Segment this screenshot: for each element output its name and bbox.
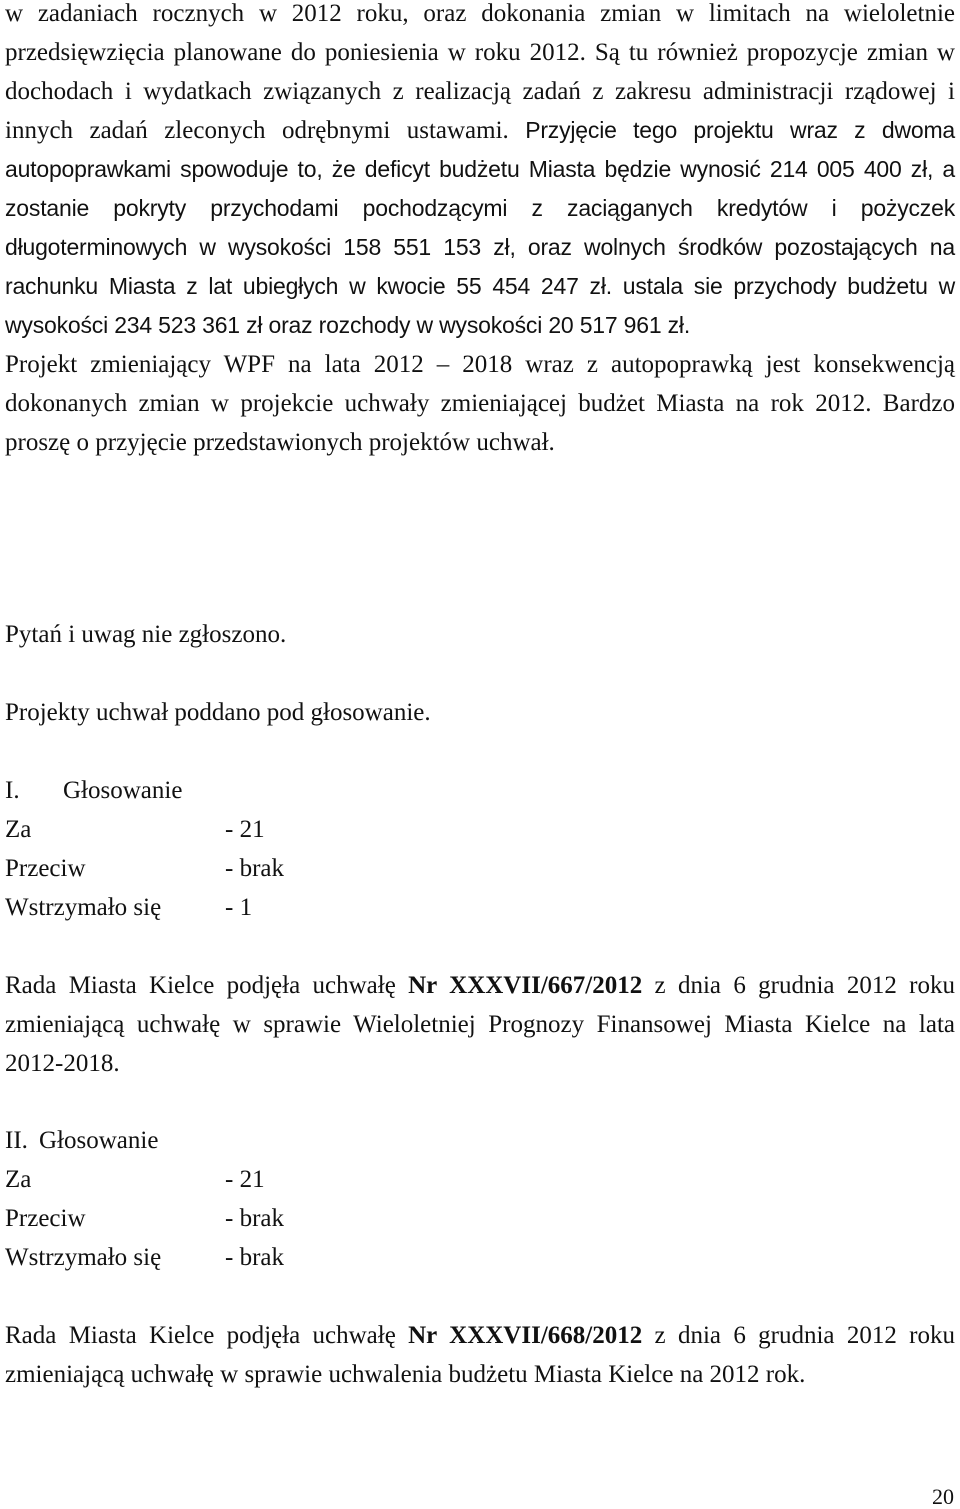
page-number: 20 [932,1484,954,1509]
vote-heading-number: II. [5,1127,28,1154]
resolution-text: z dnia 6 grudnia 2012 roku zmieniającą uchwałę w sprawie uchwalenia budżetu Miasta Kielce na 2012 rok. [5,1322,955,1388]
vote-row-abstain [5,888,284,927]
vote-label: Przeciw [5,855,86,882]
vote-block-1 [5,771,284,927]
intro-part1: w zadaniach rocznych w 2012 roku, oraz dokonania zmian w limitach na wieloletnie przedsięwzięcia planowane do poniesienia w roku 2012. Są tu również propozycje zmian w dochodach i wydatkach związanych z realizacją zadań z zakresu administracji rządowej i innych zadań zleconych odrębnymi ustawami. [5,0,955,144]
vote-value: - 21 [225,816,265,843]
vote-heading [5,771,284,810]
vote-row-for [5,1160,284,1199]
resolution-text: Rada Miasta Kielce podjęła uchwałę [5,972,409,999]
resolution-text: z dnia 6 grudnia 2012 roku zmieniającą uchwałę w sprawie Wieloletniej Prognozy Finansowej Miasta Kielce na lata 2012-2018. [5,972,955,1077]
vote-row-against [5,849,284,888]
vote-row-abstain [5,1238,284,1277]
resolution-2-paragraph [5,1316,955,1394]
put-to-vote-text: Projekty uchwał poddano pod głosowanie. [5,699,431,726]
vote-label: Za [5,816,32,843]
wpf-paragraph: Projekt zmieniający WPF na lata 2012 – 2018 wraz z autopoprawką jest konsekwencją dokonanych zmian w projekcie uchwały zmieniającej budżet Miasta na rok 2012. Bardzo proszę o przyjęcie przedstawionych projektów uchwał. [5,351,955,456]
vote-value: - brak [225,1244,284,1271]
intro-part2: Przyjęcie tego projektu wraz z dwoma autopoprawkami spowoduje to, że deficyt budżetu Miasta będzie wynosić 214 005 400 zł, a zostanie pokryty przychodami pochodzącymi z zaciąganych kredytów i pożyczek długoterminowych w wysokości 158 551 153 zł, oraz wolnych środków pozostających na rachunku Miasta z lat ubiegłych w kwocie 55 454 247 zł. ustala sie przychody budżetu w wysokości 234 523 361 zł oraz rozchody w wysokości 20 517 961 zł. [5,117,955,338]
vote-row-for [5,810,284,849]
resolution-text: Rada Miasta Kielce podjęła uchwałę [5,1322,409,1349]
no-questions-text: Pytań i uwag nie zgłoszono. [5,621,287,648]
vote-value: - brak [225,1205,284,1232]
intro-paragraph [5,0,955,345]
vote-value: - 21 [225,1166,265,1193]
vote-block-2 [5,1121,284,1277]
vote-label: Wstrzymało się [5,894,162,921]
intro-paragraphs [5,0,955,462]
vote-heading [5,1121,284,1160]
vote-label: Za [5,1166,32,1193]
vote-heading-label: Głosowanie [63,777,183,804]
vote-value: - brak [225,855,284,882]
vote-label: Wstrzymało się [5,1244,162,1271]
vote-value: - 1 [225,894,253,921]
resolution-number: Nr XXXVII/667/2012 [408,972,643,999]
vote-label: Przeciw [5,1205,86,1232]
resolution-number: Nr XXXVII/668/2012 [408,1322,643,1349]
vote-heading-number: I. [5,777,20,804]
vote-row-against [5,1199,284,1238]
resolution-1-paragraph [5,966,955,1083]
vote-heading-label: Głosowanie [39,1127,159,1154]
